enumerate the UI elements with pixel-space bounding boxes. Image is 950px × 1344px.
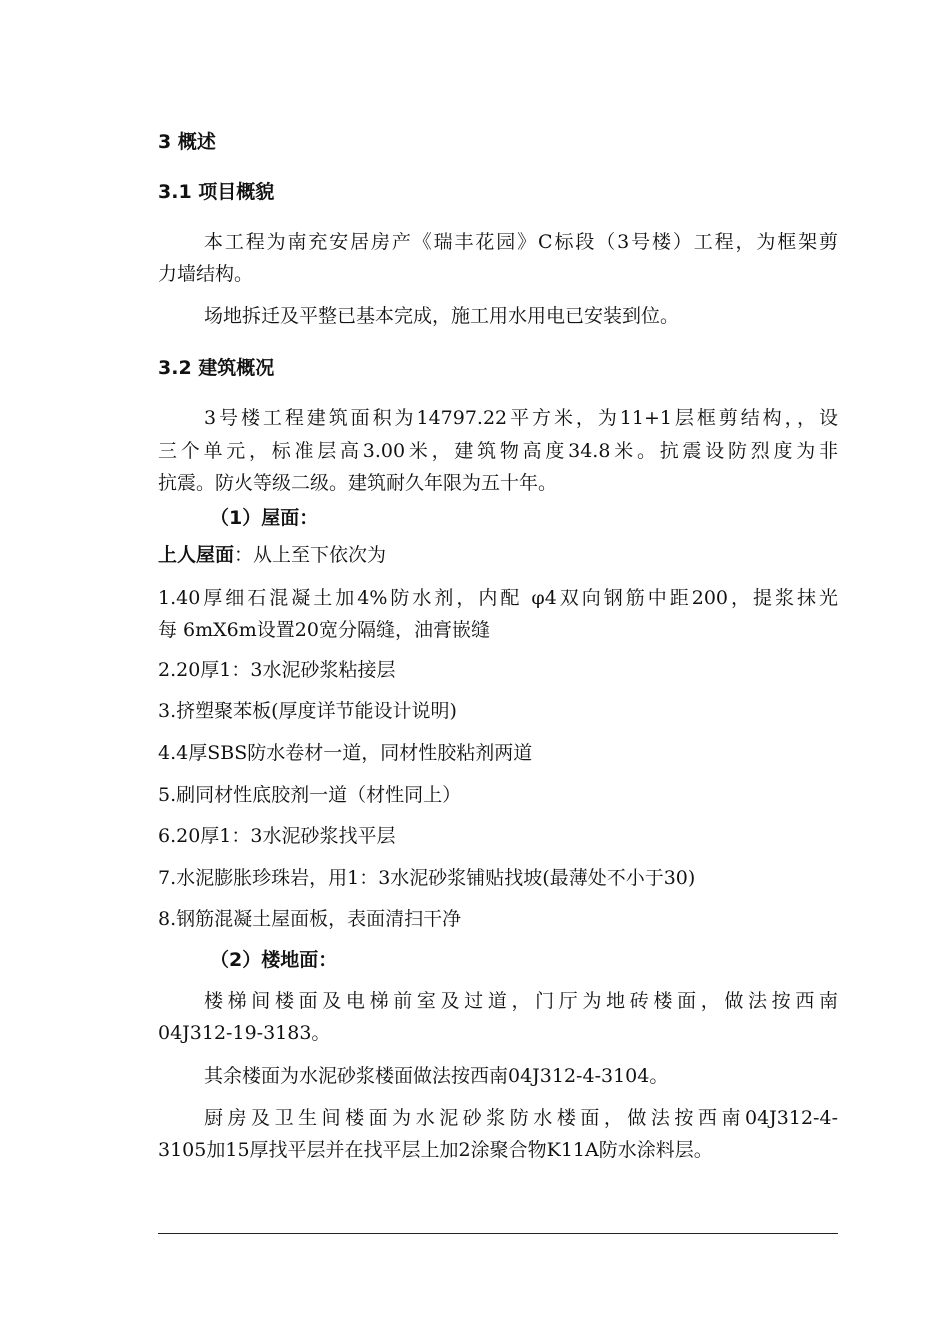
list-item: 3.挤塑聚苯板(厚度详节能设计说明)	[158, 700, 457, 722]
section-heading: 3 概述	[158, 131, 216, 153]
paragraph-line: 厨房及卫生间楼面为水泥砂浆防水楼面，做法按西南04J312-4-	[204, 1107, 838, 1129]
floor-title: （2）楼地面：	[210, 949, 338, 971]
paragraph-line: 3号楼工程建筑面积为14797.22平方米，为11+1层框剪结构，，设	[204, 407, 838, 429]
roof-label-rest: ：从上至下依次为	[234, 544, 387, 566]
paragraph-line: 力墙结构。	[158, 263, 254, 285]
list-item: 4.4厚SBS防水卷材一道，同材性胶粘剂两道	[158, 742, 533, 764]
roof-title: （1）屋面：	[210, 507, 319, 529]
paragraph-line: 04J312-19-3183。	[158, 1022, 331, 1044]
paragraph-line: 抗震。防火等级二级。建筑耐久年限为五十年。	[158, 472, 558, 494]
roof-label: 上人屋面	[158, 544, 235, 566]
paragraph-line: 本工程为南充安居房产《瑞丰花园》C标段（3号楼）工程，为框架剪	[204, 231, 838, 253]
list-item: 7.水泥膨胀珍珠岩，用1：3水泥砂浆铺贴找坡(最薄处不小于30)	[158, 867, 696, 889]
list-item: 8.钢筋混凝土屋面板，表面清扫干净	[158, 908, 462, 930]
list-item: 每 6mX6m设置20宽分隔缝，油膏嵌缝	[158, 619, 490, 641]
footer-divider	[158, 1233, 838, 1234]
list-item: 6.20厚1：3水泥砂浆找平层	[158, 825, 396, 847]
subsection-heading-3-2: 3.2 建筑概况	[158, 357, 275, 379]
roof-intro	[158, 541, 838, 569]
paragraph-line: 其余楼面为水泥砂浆楼面做法按西南04J312-4-3104。	[204, 1065, 669, 1087]
list-item: 2.20厚1：3水泥砂浆粘接层	[158, 659, 396, 681]
paragraph-line: 场地拆迁及平整已基本完成，施工用水用电已安装到位。	[204, 305, 680, 327]
list-item: 5.刷同材性底胶剂一道（材性同上）	[158, 784, 462, 806]
list-item: 1.40厚细石混凝土加4%防水剂，内配 φ4双向钢筋中距200，提浆抹光	[158, 587, 838, 609]
paragraph-line: 三个单元，标准层高3.00米，建筑物高度34.8米。抗震设防烈度为非	[158, 440, 838, 462]
paragraph-line: 楼梯间楼面及电梯前室及过道，门厅为地砖楼面，做法按西南	[204, 990, 838, 1012]
paragraph-line: 3105加15厚找平层并在找平层上加2涂聚合物K11A防水涂料层。	[158, 1139, 713, 1161]
subsection-heading-3-1: 3.1 项目概貌	[158, 181, 275, 203]
